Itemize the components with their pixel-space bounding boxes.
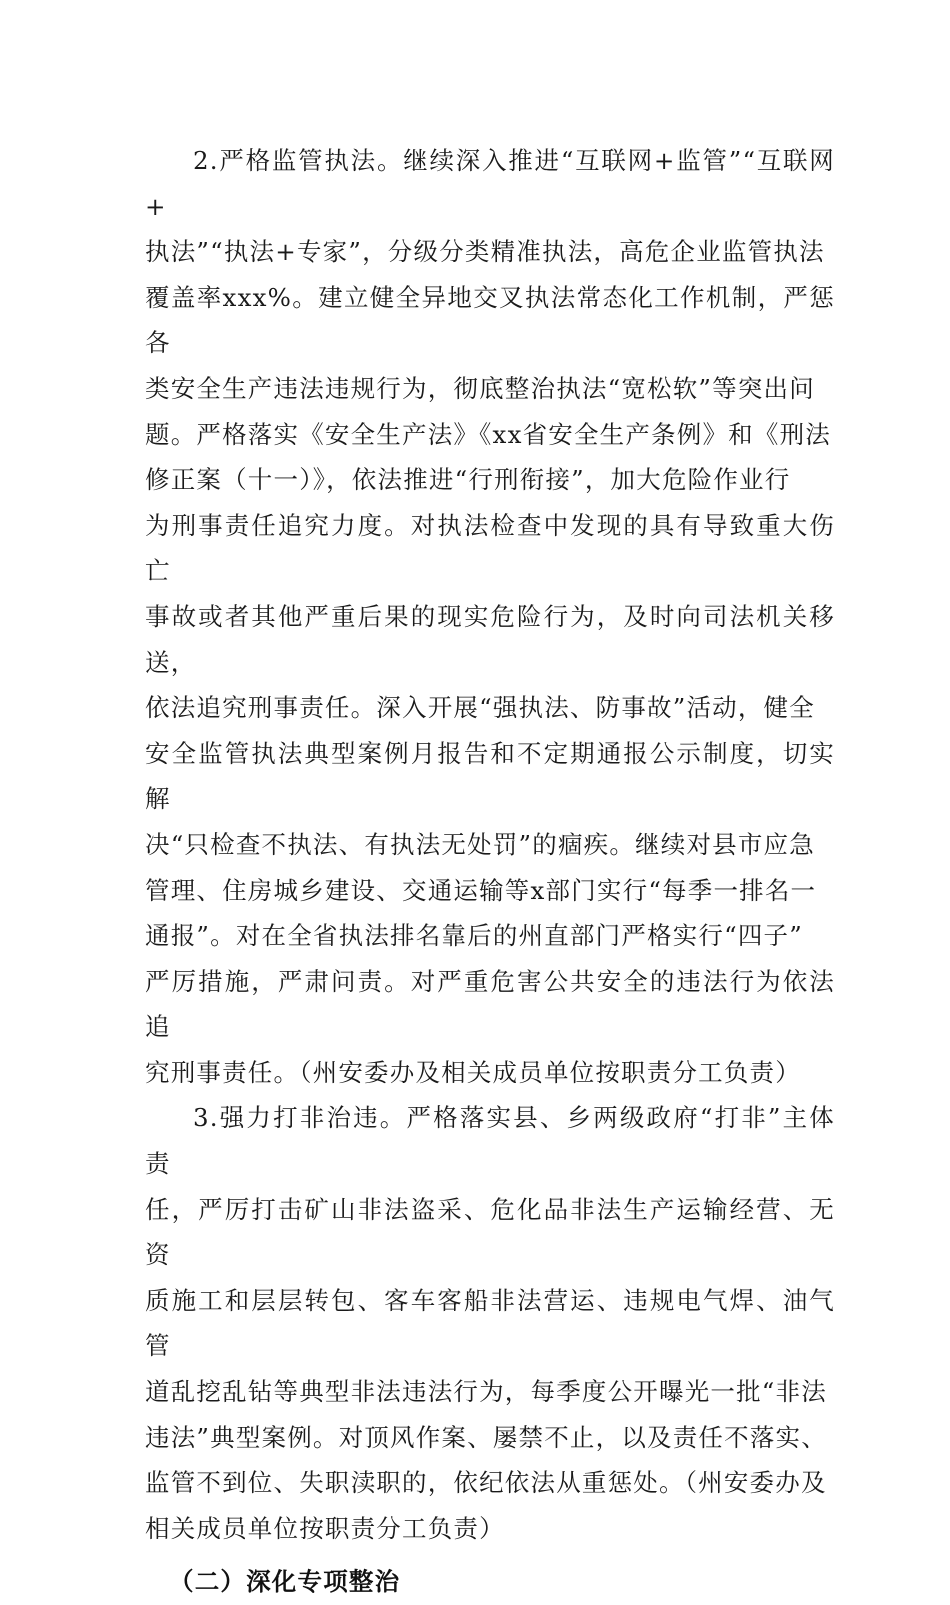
paragraph-strict-enforcement: 2.严格监管执法。继续深入推进“互联网+监管”“互联网+ 执法”“执法+专家”，分级分类精准执法，高危企业监管执法 覆盖率xxx%。建立健全异地交叉执法常态化工作机制，严惩各 类安全生产违法违规行为，彻底整治执法“宽松软”等突出问 题。严格落实《安全生产法》《xx省安全生产条例》和《刑法 修正案（十一）》，依法推进“行刑衔接”，加大危险作业行 为刑事责任追究力度。对执法检查中发现的具有导致重大伤亡 事故或者其他严重后果的现实危险行为，及时向司法机关移送， 依法追究刑事责任。深入开展“强执法、防事故”活动，健全 安全监管执法典型案例月报告和不定期通报公示制度，切实解 决“只检查不执法、有执法无处罚”的痼疾。继续对县市应急 管理、住房城乡建设、交通运输等x部门实行“每季一排名一 通报”。对在全省执法排名靠后的州直部门严格实行“四子” 严厉措施，严肃问责。对严重危害公共安全的违法行为依法追 究刑事责任。（州安委办及相关成员单位按职责分工负责）	[145, 146, 835, 1087]
section-heading-special-rectification: （二）深化专项整治	[169, 1567, 401, 1597]
paragraph-crack-down-illegal: 3.强力打非治违。严格落实县、乡两级政府“打非”主体责 任，严厉打击矿山非法盗采、危化品非法生产运输经营、无资 质施工和层层转包、客车客船非法营运、违规电气焊、油气管 道乱挖乱钻等典型非法违法行为，每季度公开曝光一批“非法 违法”典型案例。对顶风作案、屡禁不止，以及责任不落实、 监管不到位、失职渎职的，依纪依法从重惩处。（州安委办及 相关成员单位按职责分工负责）	[145, 1103, 835, 1543]
document-body	[145, 138, 835, 1605]
